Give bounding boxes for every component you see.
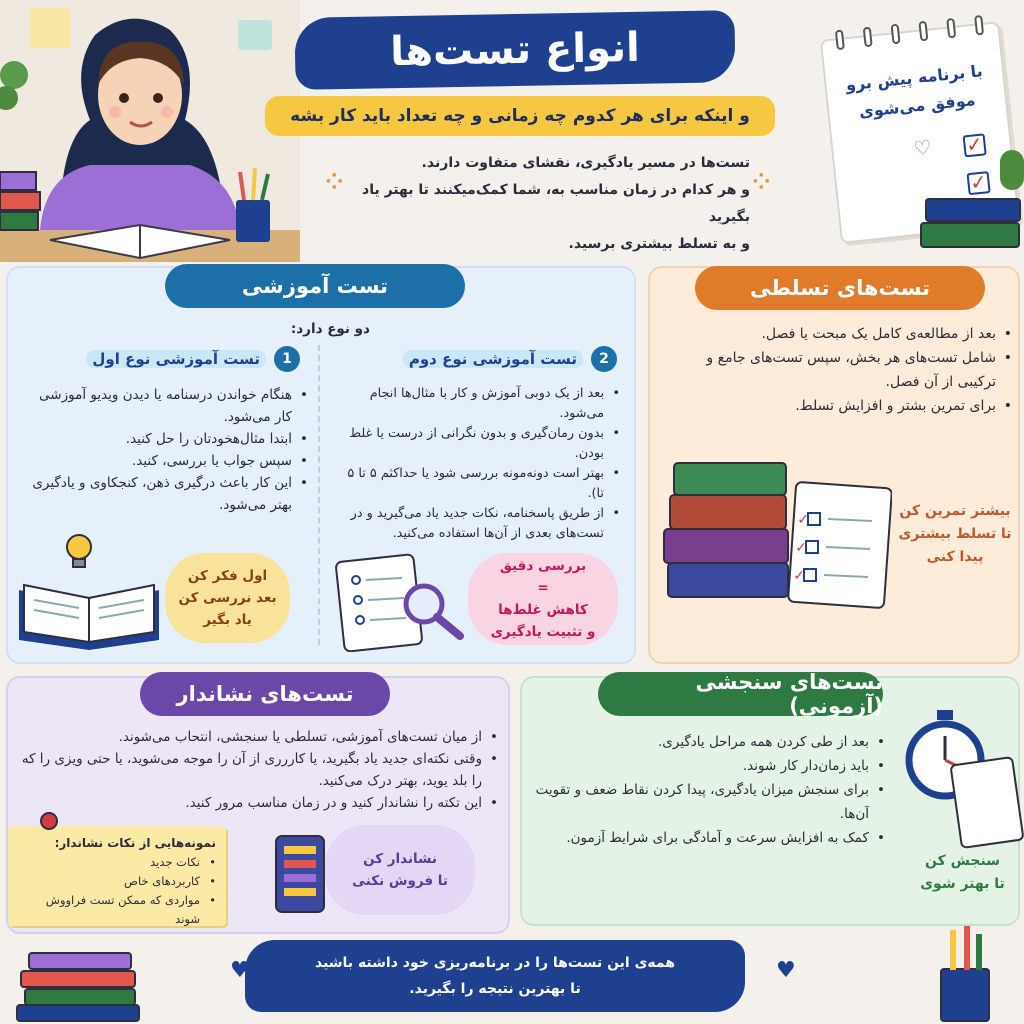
list-item: • بعد از مطالعه‌ی کامل یک مبحت یا فصل. xyxy=(682,322,1012,346)
lightbulb-svg xyxy=(62,532,96,572)
bubble-line-1: اول فکر کن xyxy=(187,568,268,584)
girl-studying-illustration xyxy=(0,0,300,262)
checkbox-icon: ✓ xyxy=(963,133,987,157)
mastery-list xyxy=(682,322,1012,418)
flagged-checklist-icon xyxy=(272,832,328,916)
mark-it-bubble xyxy=(325,825,475,915)
bubble-eq: = xyxy=(537,580,549,596)
list-item: • نکات جدید xyxy=(18,853,216,872)
plant-icon xyxy=(1000,150,1024,190)
intro-line-1: تست‌ها در مسیر یادگیری، نقشای متفاوت دارند. xyxy=(421,155,750,171)
pencil-cup-icon xyxy=(940,968,990,1022)
list-item: • مواردی که ممکن تست فراووش شوند xyxy=(18,891,216,929)
list-item: • ابتدا مثال‌هخودتان را حل کنید. xyxy=(18,428,308,450)
test-sheet-icon xyxy=(949,756,1024,849)
list-item: • بدون رمان‌گیری و بدون نگرانی از درست یا غلط بودن. xyxy=(330,424,620,464)
intro-line-3: و به تسلط بیشتری برسید. xyxy=(568,236,750,252)
careful-review-bubble xyxy=(468,553,618,645)
assess-to-improve-note xyxy=(910,850,1015,896)
side-line-1: بیشتر تمرین کن xyxy=(899,503,1011,519)
side-line-2: تا بهتر شوی xyxy=(920,876,1005,892)
footer-banner xyxy=(245,940,745,1012)
assessment-tests-title: تست‌های سنجشی (آزمونی) xyxy=(598,672,883,716)
bubble-line-3: یاد بگیر xyxy=(203,612,252,628)
svg-text:✓: ✓ xyxy=(793,568,805,584)
girl-illustration-svg xyxy=(0,0,300,262)
sparkle-icon: ⁘ xyxy=(325,170,344,195)
pencil-icon xyxy=(976,934,982,970)
number-badge: 2 xyxy=(591,346,617,372)
intro-line-2: و هر کدام در زمان مناسب به، شما کمک‌میکنند تا بهتر یاد بگیرید xyxy=(362,182,750,225)
list-item: • وقتی نکته‌ای جدید یاد بگیرید، یا کاررری از آن را موجه می‌شوید، یا حتی ویزی را که را بلد یوید، بهتر درک می‌کنید. xyxy=(18,748,498,792)
footer-line-1: همه‌ی این تست‌ها را در برنامه‌ریزی خود داشته باشید xyxy=(314,955,676,971)
list-item: • از میان تست‌های آموزشی، تسلطی یا سنجشی، انتحاب می‌شوند. xyxy=(18,726,498,748)
list-item: • برای سنجش میزان یادگیری، پیدا کردن نقاط ضعف و تقویت آن‌ها. xyxy=(535,778,885,826)
heart-icon: ♥ xyxy=(230,958,250,983)
column-divider xyxy=(318,345,320,645)
list-item: • سپس جواب یا بررسی، کنید. xyxy=(18,450,308,472)
books-checklist-icon xyxy=(662,455,892,615)
footer-line-2: تا بهترین نتیجه را بگیرید. xyxy=(409,981,581,997)
side-line-3: پیدا کنی xyxy=(926,549,984,565)
list-item: • از طریق پاسخنامه، نکات جدید یاد می‌گیرید و در تست‌های بعدی از آن‌ها استفاده می‌کنید. xyxy=(330,504,620,544)
list-item: • بهتر است دونه‌مونه بررسی شود یا حداکثم ۵ تا ۵ تا). xyxy=(330,464,620,504)
note-line-1: با برنامه پیش برو xyxy=(844,61,984,95)
open-book-svg xyxy=(14,560,164,650)
bubble-line-3: و تثبیت یادگیری xyxy=(490,624,596,640)
type2-list xyxy=(330,384,620,544)
assessment-list xyxy=(535,730,885,850)
type2-title-text: تست آموزشی نوع دوم xyxy=(403,350,583,368)
book-stack-icon-2 xyxy=(920,222,1020,248)
number-badge: 1 xyxy=(274,346,300,372)
sparkle-icon: ⁘ xyxy=(752,170,771,195)
type1-list xyxy=(18,384,308,516)
bubble-line-2: بعد نررسی کن xyxy=(178,590,277,606)
books-checklist-svg xyxy=(662,455,892,615)
list-item: • این تکته را نشاندار کنید و در زمان مناسب مرور کنید. xyxy=(18,792,498,814)
list-item: • این کار باعث درگیری ذهن، کنجکاوی و یادگیری بهتر می‌شود. xyxy=(18,472,308,516)
list-item: • کمک به افزایش سرعت و آمادگی برای شرایط آزمون. xyxy=(535,826,885,850)
heart-icon: ♥ xyxy=(776,958,796,983)
pencil-icon xyxy=(950,930,956,970)
type2-title xyxy=(372,346,617,372)
training-tests-title: تست آموزشی xyxy=(165,264,465,308)
note-text xyxy=(835,56,996,128)
checklist-magnifier-icon xyxy=(332,552,472,652)
list-item: • کاربردهای خاص xyxy=(18,872,216,891)
checklist-magnifier-svg xyxy=(332,552,472,652)
practice-more-note xyxy=(895,500,1015,569)
bubble-line-1: بررسی دقیق xyxy=(499,558,587,574)
type1-title xyxy=(60,346,300,372)
book-stack-icon-2 xyxy=(20,970,136,988)
list-item: • بعد از یک دوبی آموزش و کار با مثال‌ها انجام می‌شود. xyxy=(330,384,620,424)
note-rings xyxy=(835,15,984,50)
list-item: • شامل تست‌های هر بخش، سپس تست‌های جامع و ترکیبی از آن فصل. xyxy=(682,346,1012,394)
two-types-label: دو نوع دارد: xyxy=(290,321,370,337)
open-book-icon xyxy=(14,560,164,650)
page-subtitle: و اینکه برای هر کدوم چه زمانی و چه تعداد باید کار بشه xyxy=(265,96,775,136)
svg-text:✓: ✓ xyxy=(797,512,809,528)
book-stack-icon-4 xyxy=(16,1004,140,1022)
sticky-title: نمونه‌هایی از نکات نشاندار: xyxy=(54,836,216,850)
list-item: • برای تمرین بشتر و افزایش تسلط. xyxy=(682,394,1012,418)
marked-examples-sticky xyxy=(8,826,226,926)
svg-text:✓: ✓ xyxy=(795,540,807,556)
bubble-line-2: تا فروش نکنی xyxy=(352,873,448,889)
side-line-2: تا تسلط بیشتری xyxy=(898,526,1012,542)
heart-doodle-icon: ♡ xyxy=(912,134,933,161)
book-stack-icon xyxy=(925,198,1021,222)
sticky-list xyxy=(18,853,216,929)
pushpin-icon xyxy=(40,812,58,830)
type1-title-text: تست آموزشی نوع اول xyxy=(86,350,266,368)
intro-text xyxy=(330,150,750,258)
lightbulb-icon xyxy=(62,532,96,572)
side-line-1: سنجش کن xyxy=(925,853,1000,869)
flagged-checklist-svg xyxy=(272,832,328,916)
marked-list xyxy=(18,726,498,814)
list-item: • هنگام خواندن درسنامه یا دیدن ویدیو آموزشی کار می‌شود. xyxy=(18,384,308,428)
checkbox-icon: ✓ xyxy=(967,171,991,195)
pencil-icon xyxy=(964,926,970,970)
page-title: انواع تست‌ها xyxy=(294,10,735,90)
list-item: • باید زمان‌دار کار شوند. xyxy=(535,754,885,778)
book-stack-icon xyxy=(28,952,132,970)
mastery-tests-title: تست‌های تسلطی xyxy=(695,266,985,310)
list-item: • بعد از طی کردن همه مراحل یادگیری. xyxy=(535,730,885,754)
marked-tests-title: تست‌های نشاندار xyxy=(140,672,390,716)
bubble-line-2: کاهش غلط‌ها xyxy=(498,602,588,618)
bubble-line-1: نشاندار کن xyxy=(363,851,437,867)
think-first-bubble xyxy=(165,553,290,643)
note-line-2: موفق می‌شوی xyxy=(858,90,977,122)
